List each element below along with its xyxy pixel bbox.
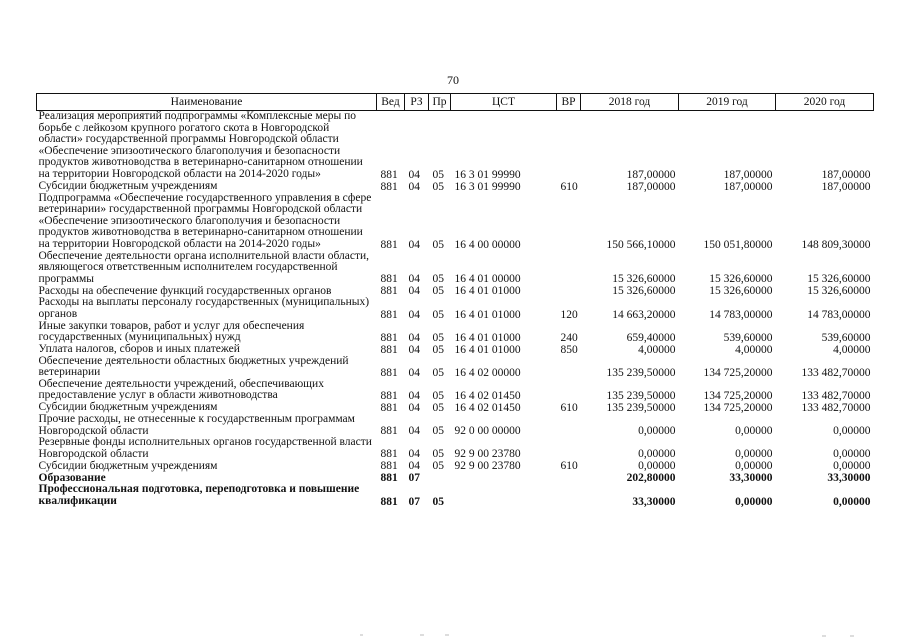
row-2019: 0,00000 <box>735 495 773 508</box>
row-name: Образование <box>38 471 106 484</box>
table-row <box>37 484 874 507</box>
table-row <box>37 193 874 251</box>
row-vr: 240 <box>560 331 578 344</box>
row-2019: 150 051,80000 <box>703 238 773 251</box>
header-rz: РЗ <box>405 94 429 111</box>
row-2018: 187,00000 <box>626 168 676 181</box>
row-2019: 134 725,20000 <box>703 366 773 379</box>
row-2019: 0,00000 <box>735 425 773 438</box>
row-ved: 881 <box>380 308 398 321</box>
row-cst: 16 3 01 99990 <box>454 180 521 193</box>
row-pr <box>429 472 451 484</box>
row-rz: 04 <box>408 180 420 193</box>
row-ved: 881 <box>380 366 398 379</box>
scan-artifacts <box>0 630 905 640</box>
row-pr: 05 <box>432 343 444 356</box>
row-ved: 881 <box>380 273 398 286</box>
row-2018: 15 326,60000 <box>612 285 676 298</box>
row-cst: 16 4 01 01000 <box>454 285 521 298</box>
row-vr <box>557 414 581 437</box>
row-vr: 610 <box>560 460 578 473</box>
row-vr <box>557 193 581 251</box>
row-ved: 881 <box>380 285 398 298</box>
row-2018: 33,30000 <box>632 495 676 508</box>
row-2019: 15 326,60000 <box>709 273 773 286</box>
row-2020: 15 326,60000 <box>807 273 871 286</box>
row-2019: 134 725,20000 <box>703 402 773 415</box>
row-vr <box>557 472 581 484</box>
row-pr: 05 <box>432 238 444 251</box>
row-rz: 04 <box>408 308 420 321</box>
row-vr: 610 <box>560 402 578 415</box>
table-row <box>37 414 874 437</box>
row-pr: 05 <box>432 495 444 508</box>
budget-table <box>36 93 874 508</box>
row-vr: 120 <box>560 308 578 321</box>
row-2019: 33,30000 <box>729 472 773 485</box>
row-name: Обеспечение деятельности учреждений, обеспечивающих предоставление услуг в области животноводства <box>38 377 324 402</box>
row-2018: 0,00000 <box>638 448 676 461</box>
row-cst: 16 4 01 00000 <box>454 273 521 286</box>
row-vr: 610 <box>560 180 578 193</box>
row-rz: 04 <box>408 331 420 344</box>
row-2020: 148 809,30000 <box>801 238 871 251</box>
row-name: Обеспечение деятельности органа исполнительной власти области, являющегося ответственным исполнителем государственной программы <box>38 249 370 285</box>
row-pr: 05 <box>432 168 444 181</box>
table-row <box>37 344 874 356</box>
row-name: Расходы на обеспечение функций государственных органов <box>38 284 332 297</box>
row-name: Профессиональная подготовка, переподготовка и повышение квалификации <box>38 483 360 508</box>
row-2020: 187,00000 <box>821 168 871 181</box>
row-rz: 04 <box>408 402 420 415</box>
header-2020: 2020 год <box>776 94 874 111</box>
row-cst: 16 4 02 00000 <box>454 366 521 379</box>
row-2019: 539,60000 <box>723 331 773 344</box>
row-cst: 16 3 01 99990 <box>454 168 521 181</box>
row-ved: 881 <box>380 495 398 508</box>
row-ved: 881 <box>380 425 398 438</box>
row-2018: 187,00000 <box>626 180 676 193</box>
row-pr: 05 <box>432 331 444 344</box>
row-rz: 04 <box>408 425 420 438</box>
row-pr: 05 <box>432 180 444 193</box>
row-pr: 05 <box>432 285 444 298</box>
row-vr: 850 <box>560 343 578 356</box>
row-pr: 05 <box>432 366 444 379</box>
row-cst: 92 0 00 00000 <box>454 425 521 438</box>
row-pr: 05 <box>432 425 444 438</box>
row-2020: 0,00000 <box>833 448 871 461</box>
row-pr: 05 <box>432 448 444 461</box>
row-name: Резервные фонды исполнительных органов государственной власти Новгородской области <box>38 436 372 460</box>
row-name: Уплата налогов, сборов и иных платежей <box>38 343 240 356</box>
header-pr: Пр <box>429 94 451 111</box>
row-name: Обеспечение деятельности областных бюджетных учреждений ветеринарии <box>38 354 349 379</box>
table-row <box>37 379 874 402</box>
header-cst: ЦСТ <box>451 94 557 111</box>
row-rz: 04 <box>408 168 420 181</box>
row-rz: 04 <box>408 390 420 403</box>
row-name: Расходы на выплаты персоналу государственных (муниципальных) органов <box>38 296 370 320</box>
row-ved: 881 <box>380 180 398 193</box>
header-ved: Вед <box>377 94 405 111</box>
row-2019: 15 326,60000 <box>709 285 773 298</box>
header-name: Наименование <box>37 94 377 111</box>
header-vr: ВР <box>557 94 581 111</box>
row-rz: 04 <box>408 460 420 473</box>
row-2018: 150 566,10000 <box>606 238 676 251</box>
table-row <box>37 181 874 193</box>
row-name: Реализация мероприятий подпрограммы «Комплексные меры по борьбе с лейкозом крупного рогатого скота в Новгородской области» государственной программы Новгородской области «Обеспечение эпизоотического благополучия и безопасности продуктов животноводства в ветеринарно-санитарном отношении на территории Новгородской области на 2014-2020 годы» <box>38 110 363 180</box>
row-cst: 16 4 02 01450 <box>454 390 521 403</box>
row-2019: 0,00000 <box>735 460 773 473</box>
header-2018: 2018 год <box>581 94 679 111</box>
row-cst: 16 4 02 01450 <box>454 402 521 415</box>
row-rz: 04 <box>408 448 420 461</box>
row-name: Иные закупки товаров, работ и услуг для обеспечения государственных (муниципальных) нужд <box>38 319 305 344</box>
row-2019: 14 783,00000 <box>709 308 773 321</box>
row-cst <box>451 472 557 484</box>
row-cst <box>451 484 557 507</box>
row-2018: 135 239,50000 <box>606 402 676 415</box>
row-name: Подпрограмма «Обеспечение государственного управления в сфере ветеринарии» государственной программы Новгородской области «Обеспечение эпизоотического благополучия и безопасности продуктов животноводства в ветеринарно-санитарном отношении на территории Новгородской области на 2014-2020 годы» <box>38 191 372 250</box>
row-cst: 92 9 00 23780 <box>454 448 521 461</box>
row-2020: 0,00000 <box>833 460 871 473</box>
row-rz: 07 <box>408 495 420 508</box>
row-rz: 07 <box>408 472 420 485</box>
row-rz: 04 <box>408 238 420 251</box>
row-rz: 04 <box>408 366 420 379</box>
row-vr <box>557 356 581 379</box>
row-rz: 04 <box>408 343 420 356</box>
row-cst: 92 9 00 23780 <box>454 460 521 473</box>
row-pr: 05 <box>432 273 444 286</box>
row-2020: 539,60000 <box>821 331 871 344</box>
row-name: Субсидии бюджетным учреждениям <box>38 401 218 414</box>
row-vr <box>557 111 581 181</box>
row-ved: 881 <box>380 448 398 461</box>
row-2020: 4,00000 <box>833 343 871 356</box>
row-rz: 04 <box>408 273 420 286</box>
row-vr <box>557 437 581 460</box>
row-2020: 187,00000 <box>821 180 871 193</box>
row-pr: 05 <box>432 308 444 321</box>
row-pr: 05 <box>432 390 444 403</box>
row-2019: 134 725,20000 <box>703 390 773 403</box>
row-ved: 881 <box>380 343 398 356</box>
table-row <box>37 460 874 472</box>
row-ved: 881 <box>380 460 398 473</box>
row-2018: 135 239,50000 <box>606 366 676 379</box>
row-ved: 881 <box>380 331 398 344</box>
row-cst: 16 4 00 00000 <box>454 238 521 251</box>
row-cst: 16 4 01 01000 <box>454 343 521 356</box>
table-row <box>37 356 874 379</box>
table-row <box>37 321 874 344</box>
row-2020: 0,00000 <box>833 425 871 438</box>
header-row <box>37 94 874 111</box>
row-2020: 133 482,70000 <box>801 366 871 379</box>
row-2020: 14 783,00000 <box>807 308 871 321</box>
row-ved: 881 <box>380 390 398 403</box>
row-2020: 133 482,70000 <box>801 402 871 415</box>
row-pr: 05 <box>432 402 444 415</box>
row-ved: 881 <box>380 168 398 181</box>
row-2018: 0,00000 <box>638 460 676 473</box>
table-row <box>37 437 874 460</box>
table-body <box>37 111 874 508</box>
row-ved: 881 <box>380 238 398 251</box>
row-rz: 04 <box>408 285 420 298</box>
table-row <box>37 297 874 320</box>
row-2018: 14 663,20000 <box>612 308 676 321</box>
row-name: Прочие расходы, не отнесенные к государственным программам Новгородской области <box>38 413 355 437</box>
row-2020: 133 482,70000 <box>801 390 871 403</box>
row-2018: 15 326,60000 <box>612 273 676 286</box>
row-2019: 187,00000 <box>723 168 773 181</box>
table-row <box>37 111 874 181</box>
row-vr <box>557 251 581 286</box>
row-2020: 15 326,60000 <box>807 285 871 298</box>
row-2018: 659,40000 <box>626 331 676 344</box>
row-ved: 881 <box>380 472 398 485</box>
row-2020: 0,00000 <box>833 495 871 508</box>
row-cst: 16 4 01 01000 <box>454 331 521 344</box>
row-pr: 05 <box>432 460 444 473</box>
row-2018: 4,00000 <box>638 343 676 356</box>
row-2019: 0,00000 <box>735 448 773 461</box>
row-2020: 33,30000 <box>827 472 871 485</box>
row-name: Субсидии бюджетным учреждениям <box>38 179 218 192</box>
row-vr <box>557 285 581 297</box>
row-ved: 881 <box>380 402 398 415</box>
page-number: 70 <box>447 73 459 87</box>
row-2019: 187,00000 <box>723 180 773 193</box>
row-2018: 135 239,50000 <box>606 390 676 403</box>
table-row <box>37 251 874 286</box>
row-2018: 202,80000 <box>626 472 676 485</box>
row-vr <box>557 379 581 402</box>
row-vr <box>557 484 581 507</box>
row-2018: 0,00000 <box>638 425 676 438</box>
row-cst: 16 4 01 01000 <box>454 308 521 321</box>
header-2019: 2019 год <box>679 94 776 111</box>
row-2019: 4,00000 <box>735 343 773 356</box>
row-name: Субсидии бюджетным учреждениям <box>38 459 218 472</box>
